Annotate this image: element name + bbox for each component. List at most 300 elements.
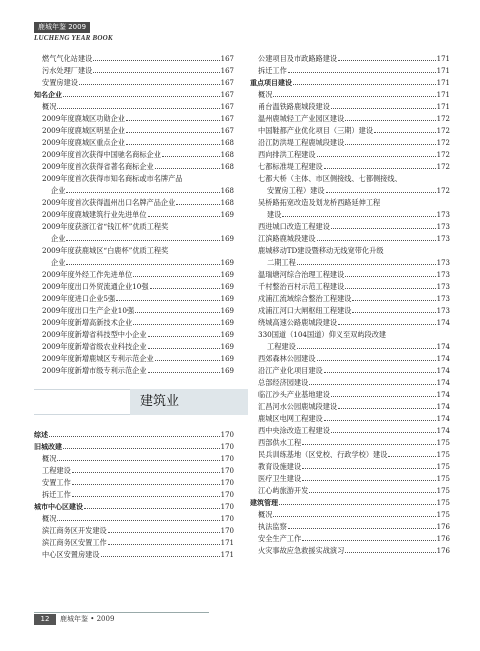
toc-entry-title: 知名企业 — [34, 91, 62, 99]
dot-leader — [331, 227, 436, 229]
toc-entry-title: 污水处理厂建设 — [42, 66, 93, 75]
toc-entry[interactable] — [34, 233, 234, 245]
toc-entry[interactable] — [250, 509, 450, 521]
dot-leader — [374, 131, 436, 133]
toc-entry-title: 执法监察 — [258, 522, 287, 531]
toc-page-number: 170 — [220, 503, 234, 511]
toc-page-number: 174 — [436, 355, 450, 363]
toc-entry-title: 二期工程 — [267, 258, 296, 267]
toc-entry[interactable] — [250, 65, 450, 77]
dot-leader — [126, 131, 220, 133]
dot-leader — [101, 555, 220, 557]
dot-leader — [148, 371, 220, 373]
toc-entry-title: 火灾事故应急救援实战演习 — [258, 546, 345, 555]
toc-entry-title: 2009年度出口生产企业10强 — [42, 306, 135, 315]
toc-page-number: 174 — [436, 391, 450, 399]
toc-page-number: 174 — [436, 427, 450, 435]
dot-leader — [72, 483, 220, 485]
toc-entry[interactable] — [250, 185, 450, 197]
dot-leader — [288, 71, 436, 73]
toc-section-heading[interactable] — [34, 429, 234, 441]
dot-leader — [324, 371, 436, 373]
dot-leader — [162, 155, 220, 157]
toc-page-number: 173 — [436, 271, 450, 279]
toc-page-number: 169 — [220, 235, 234, 243]
toc-entry-title: 民兵训练基地（区党校、行政学校）建设 — [258, 450, 388, 459]
dot-leader — [273, 95, 435, 97]
toc-page-number: 174 — [436, 319, 450, 327]
toc-entry-title: 鹿城区电网工程建设 — [258, 414, 323, 423]
dot-leader — [176, 203, 219, 205]
toc-page-number: 172 — [436, 151, 450, 159]
toc-entry-title: 企业 — [51, 234, 66, 243]
toc-page-number: 167 — [220, 79, 234, 87]
toc-entry-line: 2009年度获浙江省“钱江杯”优质工程奖 — [42, 222, 169, 231]
toc-entry[interactable] — [250, 413, 450, 425]
toc-entry-title: 沿江防洪堤工程鹿城段建设 — [258, 138, 345, 147]
dot-leader — [317, 155, 436, 157]
toc-entry[interactable] — [250, 101, 450, 113]
toc-entry-title: 拆迁工作 — [258, 66, 287, 75]
toc-entry-title: 西郊森林公园建设 — [258, 354, 316, 363]
toc-entry[interactable] — [34, 477, 234, 489]
toc-entry[interactable] — [34, 453, 234, 465]
dot-leader — [352, 299, 435, 301]
toc-entry[interactable] — [250, 221, 450, 233]
toc-page-number: 173 — [436, 259, 450, 267]
toc-entry-title: 拆迁工作 — [42, 490, 71, 499]
toc-entry-title: 概况 — [42, 454, 57, 463]
toc-entry[interactable] — [250, 269, 450, 281]
toc-entry-title: 七都标准堤工程建设 — [258, 162, 323, 171]
toc-left-column — [34, 53, 234, 561]
toc-page-number: 174 — [436, 415, 450, 423]
toc-entry[interactable] — [250, 161, 450, 173]
toc-entry-title: 综述 — [34, 431, 48, 439]
dot-leader — [345, 119, 435, 121]
toc-entry-title: 城市中心区建设 — [34, 503, 83, 511]
toc-page-number: 169 — [220, 271, 234, 279]
dot-leader — [126, 143, 220, 145]
toc-entry-title: 汇昌河水公园鹿城段建设 — [258, 402, 338, 411]
toc-entry[interactable] — [250, 485, 450, 497]
toc-page-number: 170 — [220, 455, 234, 463]
dot-leader — [345, 287, 435, 289]
dot-leader — [57, 459, 219, 461]
dot-leader — [297, 263, 436, 265]
dot-leader — [66, 263, 219, 265]
toc-entry[interactable] — [34, 549, 234, 561]
toc-entry[interactable] — [34, 305, 234, 317]
toc-right-column — [250, 53, 450, 557]
toc-entry-title: 戍浦江河口大闸枢纽工程建设 — [258, 306, 352, 315]
toc-page-number: 171 — [436, 91, 450, 99]
toc-entry[interactable] — [34, 113, 234, 125]
toc-entry-line: 2009年度获鹿城区“白鹿杯”优质工程奖 — [42, 246, 169, 255]
dot-leader — [72, 495, 220, 497]
dot-leader — [317, 359, 436, 361]
toc-entry-title: 概况 — [258, 510, 273, 519]
dot-leader — [148, 215, 220, 217]
toc-section-heading[interactable] — [34, 89, 234, 101]
toc-page-number: 167 — [220, 127, 234, 135]
toc-entry-title: 西部供水工程 — [258, 438, 302, 447]
toc-entry[interactable] — [250, 317, 450, 329]
toc-page-number: 175 — [436, 499, 450, 507]
page-footer — [34, 612, 209, 625]
toc-entry[interactable] — [34, 341, 234, 353]
toc-entry[interactable] — [34, 293, 234, 305]
toc-entry-title: 建筑管理 — [250, 499, 278, 507]
toc-page-number: 174 — [436, 367, 450, 375]
dot-leader — [345, 143, 435, 145]
dot-leader — [309, 491, 435, 493]
toc-page-number: 172 — [436, 187, 450, 195]
toc-page-number: 173 — [436, 283, 450, 291]
dot-leader — [297, 347, 436, 349]
toc-entry-title: 2009年度鹿城区重点企业 — [42, 138, 125, 147]
toc-entry[interactable] — [34, 537, 234, 549]
dot-leader — [352, 311, 435, 313]
toc-page-number: 170 — [220, 491, 234, 499]
toc-entry-title: 沿江产业化项目建设 — [258, 366, 323, 375]
toc-entry-title: 安置房建设 — [42, 78, 78, 87]
dot-leader — [155, 359, 220, 361]
dot-leader — [84, 507, 220, 509]
toc-page-number: 169 — [220, 211, 234, 219]
toc-entry[interactable] — [250, 473, 450, 485]
toc-entry[interactable] — [250, 353, 450, 365]
dot-leader — [288, 527, 436, 529]
dot-leader — [345, 275, 435, 277]
toc-entry[interactable] — [34, 269, 234, 281]
toc-page-number: 175 — [436, 451, 450, 459]
yearbook-title: 鹿城年鉴 2009 — [34, 22, 90, 33]
dot-leader — [66, 191, 219, 193]
section-title: 建筑业 — [140, 394, 180, 409]
toc-page-number: 176 — [436, 535, 450, 543]
toc-entry[interactable] — [250, 521, 450, 533]
dot-leader — [66, 239, 219, 241]
toc-page-number: 167 — [220, 103, 234, 111]
toc-entry[interactable] — [250, 137, 450, 149]
dot-leader — [331, 395, 436, 397]
toc-page-number: 169 — [220, 319, 234, 327]
dot-leader — [49, 435, 220, 437]
toc-entry[interactable] — [34, 353, 234, 365]
toc-entry[interactable] — [250, 125, 450, 137]
dot-leader — [108, 531, 220, 533]
toc-page-number: 169 — [220, 259, 234, 267]
toc-entry-title: 江心屿旅游开发 — [258, 486, 309, 495]
toc-page-number: 171 — [220, 551, 234, 559]
dot-leader — [116, 299, 219, 301]
dot-leader — [302, 479, 435, 481]
toc-page-number: 169 — [220, 295, 234, 303]
toc-entry-title: 2009年度新增省级农业科技企业 — [42, 342, 147, 351]
toc-page-number: 168 — [220, 187, 234, 195]
toc-page-number: 173 — [436, 295, 450, 303]
toc-page-number: 170 — [220, 431, 234, 439]
toc-entry-title: 工程建设 — [42, 466, 71, 475]
toc-page-number: 170 — [220, 527, 234, 535]
toc-entry[interactable] — [250, 305, 450, 317]
toc-entry-title: 教育设施建设 — [258, 462, 302, 471]
toc-section-heading[interactable] — [250, 77, 450, 89]
toc-entry-title: 2009年度鹿城区功勋企业 — [42, 114, 125, 123]
toc-entry-title: 公建项目及市政路路建设 — [258, 54, 338, 63]
toc-entry-title: 医疗卫生建设 — [258, 474, 302, 483]
toc-entry-title: 2009年度鹿城建筑行业先进单位 — [42, 210, 147, 219]
dot-leader — [293, 83, 436, 85]
toc-entry-title: 2009年度首次获得温州出口名牌产品企业 — [42, 198, 176, 207]
toc-entry[interactable] — [34, 513, 234, 525]
toc-page-number: 172 — [436, 127, 450, 135]
dot-leader — [93, 71, 219, 73]
toc-entry[interactable] — [250, 89, 450, 101]
toc-page-number: 170 — [220, 443, 234, 451]
toc-section-heading[interactable] — [250, 497, 450, 509]
toc-entry[interactable] — [250, 209, 450, 221]
toc-entry-title: 戍浦江流域综合整治工程建设 — [258, 294, 352, 303]
toc-entry[interactable] — [34, 161, 234, 173]
toc-entry[interactable] — [34, 65, 234, 77]
dot-leader — [331, 431, 436, 433]
toc-entry-title: 2009年度外经工作先进单位 — [42, 270, 133, 279]
toc-entry-title: 2009年度新增鹿城区专利示范企业 — [42, 354, 154, 363]
dot-leader — [302, 539, 435, 541]
toc-entry-title: 燃气气化站建设 — [42, 54, 93, 63]
toc-page-number: 169 — [220, 283, 234, 291]
toc-entry[interactable] — [250, 425, 450, 437]
toc-page-number: 172 — [436, 139, 450, 147]
running-header — [34, 14, 113, 42]
toc-entry-title: 江滨路鹿城段建设 — [258, 234, 316, 243]
toc-entry-title: 温瑞塘河综合治理工程建设 — [258, 270, 345, 279]
toc-entry-title: 2009年度新增省科技型中小企业 — [42, 330, 147, 339]
dot-leader — [279, 503, 436, 505]
dot-leader — [338, 59, 436, 61]
toc-entry[interactable] — [250, 341, 450, 353]
toc-entry[interactable] — [34, 137, 234, 149]
toc-entry-title: 2009年度鹿城区明星企业 — [42, 126, 125, 135]
toc-entry[interactable] — [250, 149, 450, 161]
toc-entry-title: 概况 — [258, 90, 273, 99]
dot-leader — [282, 215, 435, 217]
toc-entry[interactable] — [250, 281, 450, 293]
toc-page-number: 167 — [220, 115, 234, 123]
toc-page-number: 176 — [436, 523, 450, 531]
toc-entry[interactable] — [34, 365, 234, 377]
toc-entry[interactable] — [34, 149, 234, 161]
dot-leader — [150, 287, 220, 289]
dot-leader — [317, 239, 436, 241]
toc-page-number: 171 — [220, 539, 234, 547]
toc-page-number: 175 — [436, 511, 450, 519]
toc-page-number: 175 — [436, 475, 450, 483]
dot-leader — [79, 83, 220, 85]
dot-leader — [93, 59, 219, 61]
toc-entry[interactable] — [34, 329, 234, 341]
toc-page-number: 176 — [436, 547, 450, 555]
toc-entry-title: 安置工作 — [42, 478, 71, 487]
toc-entry-title: 工程建设 — [267, 342, 296, 351]
dot-leader — [338, 323, 436, 325]
toc-page-number: 174 — [436, 403, 450, 411]
dot-leader — [273, 515, 435, 517]
toc-entry-title: 滨江商务区安置工作 — [42, 538, 107, 547]
dot-leader — [388, 455, 435, 457]
toc-page-number: 167 — [220, 55, 234, 63]
dot-leader — [338, 407, 436, 409]
dot-leader — [133, 275, 219, 277]
toc-entry[interactable] — [34, 317, 234, 329]
toc-entry[interactable] — [250, 377, 450, 389]
toc-page-number: 170 — [220, 467, 234, 475]
toc-page-number: 169 — [220, 307, 234, 315]
toc-entry[interactable] — [34, 257, 234, 269]
toc-entry[interactable] — [250, 401, 450, 413]
toc-page-number: 168 — [220, 199, 234, 207]
dot-leader — [148, 335, 220, 337]
toc-page-number: 172 — [436, 163, 450, 171]
toc-section-heading[interactable] — [34, 501, 234, 513]
toc-entry-title: 2009年度首次获得省著名商标企业 — [42, 162, 154, 171]
dot-leader — [309, 383, 435, 385]
toc-page-number: 175 — [436, 439, 450, 447]
toc-entry-line: 七都大桥（主体、市区侧接线、七都侧接线、 — [258, 174, 402, 183]
dot-leader — [331, 107, 436, 109]
toc-entry[interactable] — [250, 233, 450, 245]
toc-left-top — [34, 53, 234, 377]
toc-entry-title: 临江沙头产业基地建设 — [258, 390, 330, 399]
toc-entry[interactable] — [34, 281, 234, 293]
toc-page-number: 173 — [436, 211, 450, 219]
dot-leader — [135, 311, 219, 313]
toc-entry[interactable] — [34, 77, 234, 89]
toc-entry-title: 温州鹿城轻工产业园区建设 — [258, 114, 345, 123]
toc-entry[interactable] — [34, 197, 234, 209]
toc-entry-title: 中心区安置房建设 — [42, 550, 100, 559]
section-banner — [34, 389, 234, 415]
toc-page-number: 171 — [436, 79, 450, 87]
dot-leader — [326, 191, 436, 193]
toc-entry-title: 安全生产工作 — [258, 534, 302, 543]
toc-right-list — [250, 53, 450, 557]
toc-page-number: 168 — [220, 139, 234, 147]
toc-entry[interactable] — [250, 389, 450, 401]
dot-leader — [63, 95, 220, 97]
toc-entry-title: 2009年度新增市级专利示范企业 — [42, 366, 147, 375]
toc-page-number: 175 — [436, 487, 450, 495]
dot-leader — [345, 551, 435, 553]
toc-entry[interactable] — [250, 449, 450, 461]
toc-entry-line: 鹿城移动TD建设暨移动无线宽带化升级 — [258, 246, 384, 255]
toc-entry[interactable] — [250, 53, 450, 65]
toc-entry[interactable] — [250, 545, 450, 557]
toc-entry[interactable] — [34, 525, 234, 537]
toc-page-number: 174 — [436, 343, 450, 351]
toc-entry-title: 西进城口改造工程建设 — [258, 222, 330, 231]
toc-entry[interactable] — [250, 293, 450, 305]
footer-text: 鹿城年鉴 • 2009 — [60, 615, 115, 623]
toc-entry-title: 滨江商务区开发建设 — [42, 526, 107, 535]
toc-page-number: 170 — [220, 515, 234, 523]
toc-entry[interactable] — [250, 461, 450, 473]
dot-leader — [148, 347, 220, 349]
toc-entry-title: 建设 — [267, 210, 282, 219]
toc-page-number: 173 — [436, 223, 450, 231]
toc-entry-title: 千村整治百村示范工程建设 — [258, 282, 345, 291]
toc-entry[interactable] — [250, 533, 450, 545]
toc-entry-title: 2009年度进口企业5强 — [42, 294, 116, 303]
toc-left-bottom — [34, 429, 234, 561]
toc-entry[interactable] — [34, 489, 234, 501]
toc-page-number: 171 — [436, 67, 450, 75]
toc-page-number: 169 — [220, 355, 234, 363]
toc-entry-line: 吴桥路拓宽改造及划龙桥西路延伸工程 — [258, 198, 381, 207]
toc-page-number: 168 — [220, 151, 234, 159]
toc-page-number: 171 — [436, 55, 450, 63]
dot-leader — [155, 167, 220, 169]
dot-leader — [324, 167, 436, 169]
toc-page-number: 171 — [436, 103, 450, 111]
dot-leader — [126, 119, 220, 121]
toc-entry-title: 安置房工程）建设 — [267, 186, 325, 195]
toc-entry-title: 概况 — [42, 102, 57, 111]
dot-leader — [108, 543, 220, 545]
toc-entry-title: 绕城高速公路鹿城段建设 — [258, 318, 338, 327]
toc-entry-title: 西向排洪工程建设 — [258, 150, 316, 159]
dot-leader — [302, 467, 435, 469]
page-number: 12 — [34, 614, 56, 625]
toc-entry[interactable] — [34, 125, 234, 137]
toc-page-number: 168 — [220, 163, 234, 171]
toc-entry-title: 企业 — [51, 186, 66, 195]
toc-page-number: 175 — [436, 463, 450, 471]
toc-page-number: 172 — [436, 115, 450, 123]
dot-leader — [72, 471, 220, 473]
toc-page-number: 174 — [436, 379, 450, 387]
toc-entry-title: 企业 — [51, 258, 66, 267]
toc-entry[interactable] — [34, 465, 234, 477]
toc-entry[interactable] — [34, 209, 234, 221]
toc-section-heading[interactable] — [34, 441, 234, 453]
toc-entry-title: 2009年度新增高新技术企业 — [42, 318, 133, 327]
toc-entry-title: 重点项目建设 — [250, 79, 292, 87]
toc-entry-line: 330国道（104国道）仰义至双屿段改建 — [258, 330, 387, 339]
dot-leader — [57, 519, 219, 521]
toc-entry[interactable] — [250, 113, 450, 125]
toc-entry-title: 甬台温铁路鹿城段建设 — [258, 102, 330, 111]
toc-page-number: 173 — [436, 307, 450, 315]
dot-leader — [63, 447, 220, 449]
dot-leader — [302, 443, 435, 445]
toc-entry-title: 概况 — [42, 514, 57, 523]
toc-page-number: 167 — [220, 67, 234, 75]
toc-entry[interactable] — [250, 437, 450, 449]
dot-leader — [57, 107, 219, 109]
toc-entry-title: 2009年度出口外贸流通企业10强 — [42, 282, 149, 291]
dot-leader — [324, 419, 436, 421]
toc-entry[interactable] — [34, 185, 234, 197]
toc-entry[interactable] — [250, 257, 450, 269]
toc-entry-title: 西中央涂改造工程建设 — [258, 426, 330, 435]
toc-entry-title: 2009年度首次获得中国驰名商标企业 — [42, 150, 161, 159]
toc-entry[interactable] — [34, 101, 234, 113]
toc-entry[interactable] — [34, 53, 234, 65]
toc-entry[interactable] — [250, 365, 450, 377]
